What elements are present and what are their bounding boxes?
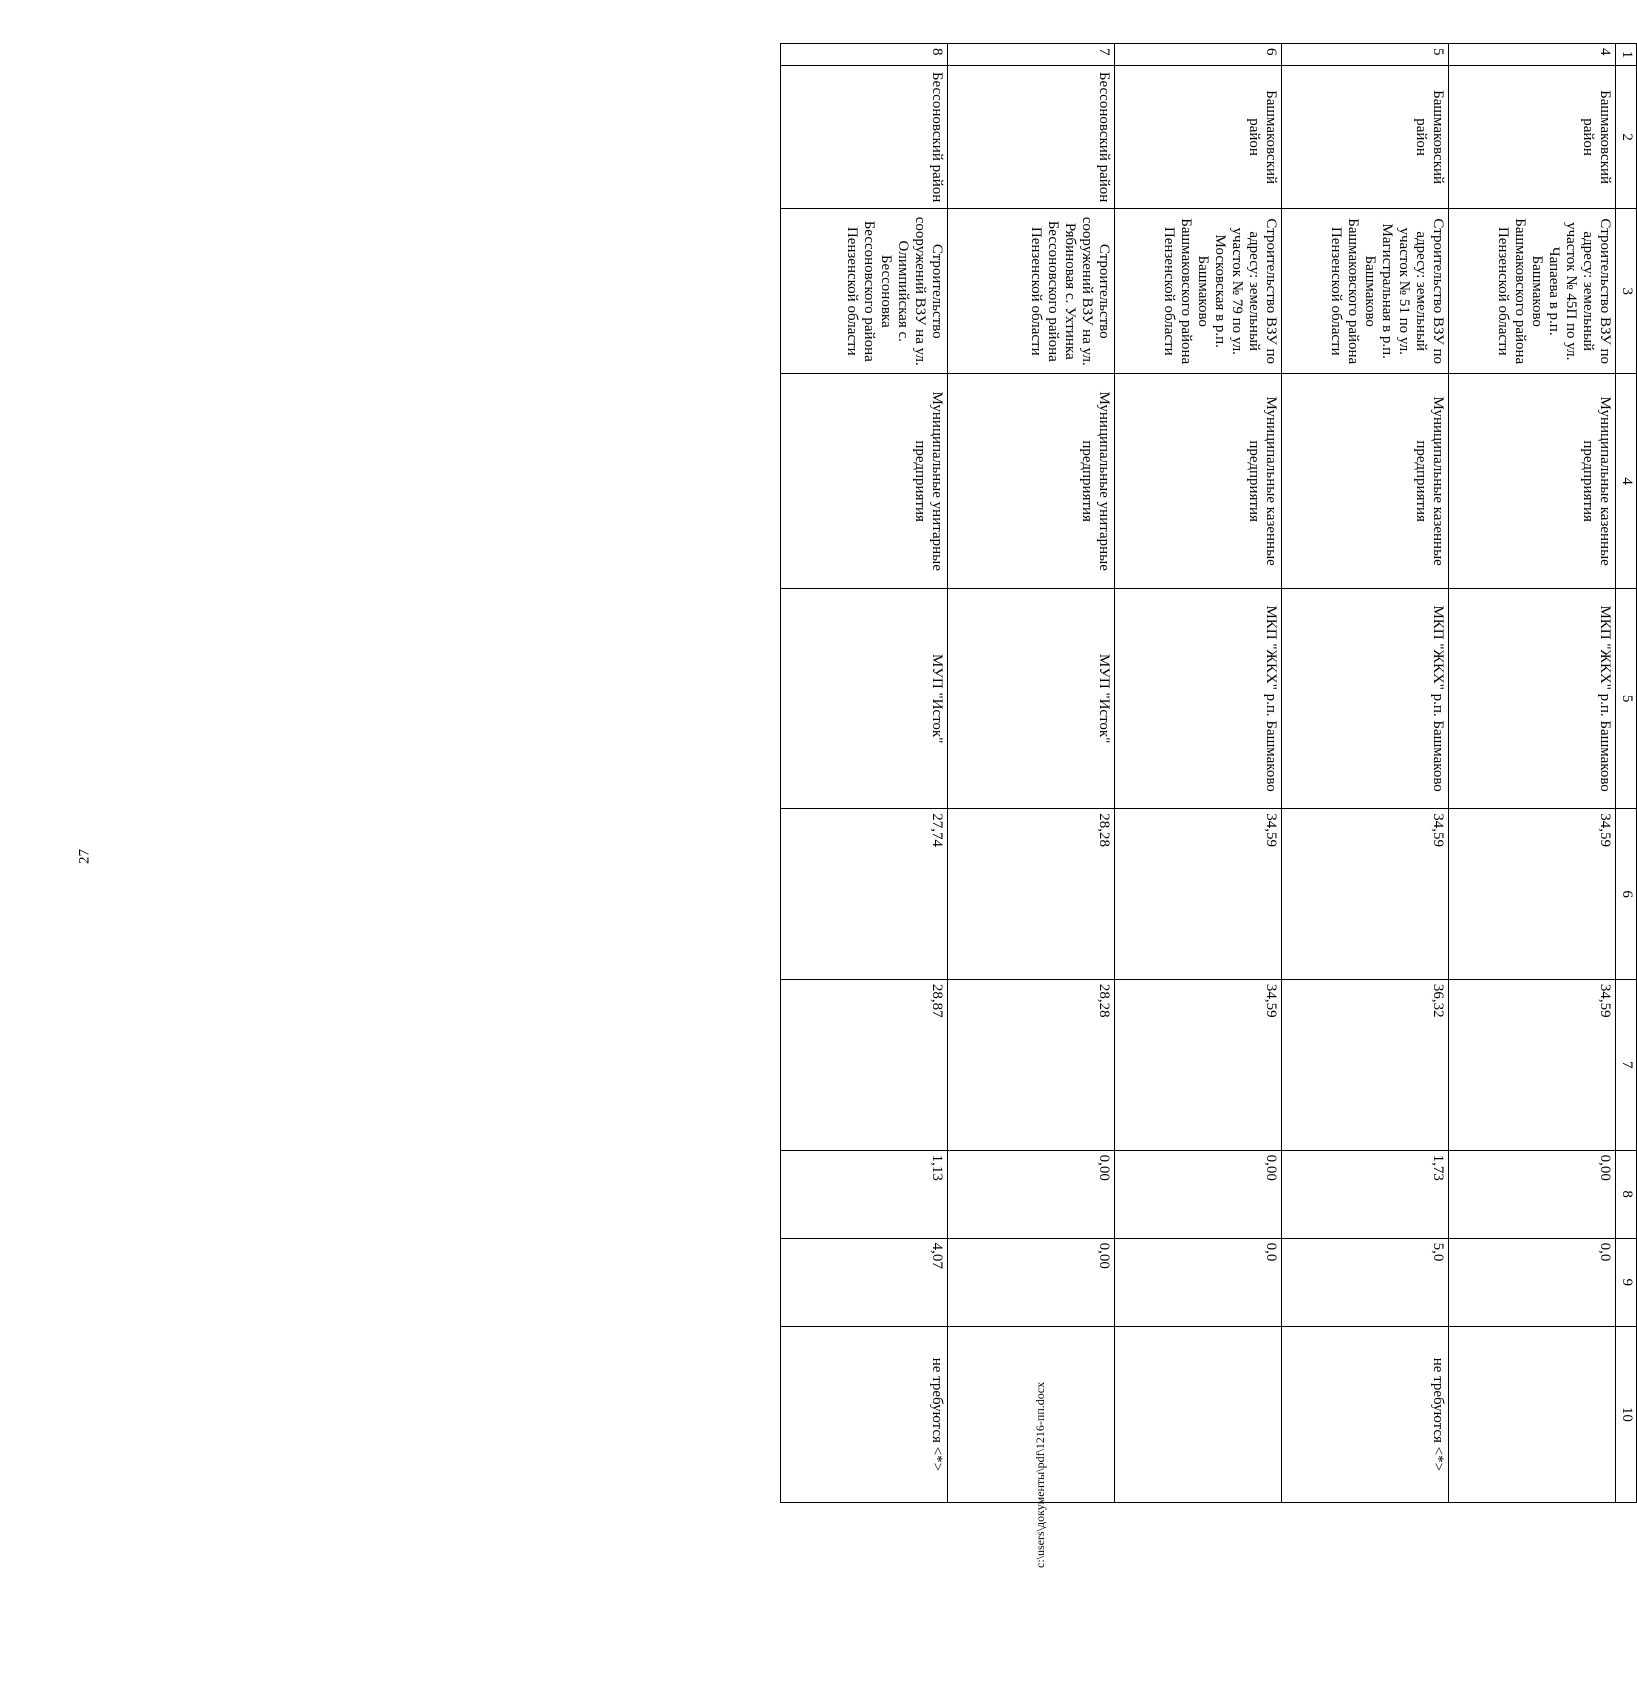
org-name-cell: МКП "ЖКХ" р.п. Башмаково (1449, 589, 1616, 809)
value-cell-6: 34,59 (1115, 809, 1282, 980)
value-cell-6: 34,59 (1449, 809, 1616, 980)
value-cell-7: 28,87 (781, 979, 948, 1150)
value-cell-6: 27,74 (781, 809, 948, 980)
org-type-cell: Муниципальные казенные предприятия (1115, 374, 1282, 589)
header-cell: 6 (1616, 809, 1637, 980)
table-row (948, 44, 1115, 1503)
project-cell: Строительство ВЗУ по адресу: земельный участок № 51 по ул. Магистральная в р.п. Башмаково Башмаковского района Пензенской области (1282, 209, 1449, 374)
value-cell-6: 34,59 (1282, 809, 1449, 980)
header-cell: 5 (1616, 589, 1637, 809)
header-row (1616, 44, 1637, 1503)
district-cell: Бессоновский район (948, 66, 1115, 209)
header-cell: 4 (1616, 374, 1637, 589)
row-number: 7 (948, 44, 1115, 66)
note-cell (948, 1326, 1115, 1502)
project-cell: Строительство сооружений ВЗУ на ул. Олимпийская с. Бессоновка Бессоновского района Пензенской области (781, 209, 948, 374)
district-cell: Башмаковский район (1282, 66, 1449, 209)
value-cell-8: 0,00 (1115, 1150, 1282, 1238)
value-cell-8: 0,00 (948, 1150, 1115, 1238)
value-cell-9: 4,07 (781, 1238, 948, 1326)
data-table (705, 43, 1637, 1503)
header-cell: 1 (1616, 44, 1637, 66)
header-cell: 8 (1616, 1150, 1637, 1238)
org-type-cell: Муниципальные унитарные предприятия (781, 374, 948, 589)
value-cell-9: 0,0 (1449, 1238, 1616, 1326)
value-cell-7: 28,28 (948, 979, 1115, 1150)
table-row (1282, 44, 1449, 1503)
project-cell: Строительство сооружений ВЗУ на ул. Рябиновая с. Ухтинка Бессоновского района Пензенской области (948, 209, 1115, 374)
row-number: 8 (781, 44, 948, 66)
note-cell (1449, 1326, 1616, 1502)
note-cell (1115, 1326, 1282, 1502)
note-cell: не требуются <*> (1282, 1326, 1449, 1502)
row-number: 4 (1449, 44, 1616, 66)
district-cell: Башмаковский район (1115, 66, 1282, 209)
table-row (1449, 44, 1616, 1503)
footer-file-path: c:\users\документы\pdf\1216-пп.docx (1033, 1381, 1047, 1568)
header-cell: 7 (1616, 979, 1637, 1150)
page-number: 27 (76, 849, 93, 864)
district-cell: Башмаковский район (1449, 66, 1616, 209)
value-cell-7: 34,59 (1449, 979, 1616, 1150)
org-name-cell: МУП "Исток" (781, 589, 948, 809)
org-name-cell: МКП "ЖКХ" р.п. Башмаково (1115, 589, 1282, 809)
value-cell-7: 36,32 (1282, 979, 1449, 1150)
header-cell: 9 (1616, 1238, 1637, 1326)
org-type-cell: Муниципальные унитарные предприятия (948, 374, 1115, 589)
header-cell: 10 (1616, 1326, 1637, 1502)
value-cell-9: 5,0 (1282, 1238, 1449, 1326)
table-row (781, 44, 948, 1503)
header-cell: 2 (1616, 66, 1637, 209)
org-type-cell: Муниципальные казенные предприятия (1449, 374, 1616, 589)
value-cell-7: 34,59 (1115, 979, 1282, 1150)
value-cell-9: 0,00 (948, 1238, 1115, 1326)
row-number: 5 (1282, 44, 1449, 66)
value-cell-8: 1,73 (1282, 1150, 1449, 1238)
value-cell-9: 0,0 (1115, 1238, 1282, 1326)
project-cell: Строительство ВЗУ по адресу: земельный участок № 45П по ул. Чапаева в р.п. Башмаково Башмаковского района Пензенской области (1449, 209, 1616, 374)
org-type-cell: Муниципальные казенные предприятия (1282, 374, 1449, 589)
note-cell: не требуются <*> (781, 1326, 948, 1502)
header-cell: 3 (1616, 209, 1637, 374)
row-number: 6 (1115, 44, 1282, 66)
org-name-cell: МУП "Исток" (948, 589, 1115, 809)
value-cell-6: 28,28 (948, 809, 1115, 980)
district-cell: Бессоновский район (781, 66, 948, 209)
project-cell: Строительство ВЗУ по адресу: земельный участок № 79 по ул. Московская в р.п. Башмаково Башмаковского района Пензенской области (1115, 209, 1282, 374)
value-cell-8: 1,13 (781, 1150, 948, 1238)
value-cell-8: 0,00 (1449, 1150, 1616, 1238)
table-row (1115, 44, 1282, 1503)
org-name-cell: МКП "ЖКХ" р.п. Башмаково (1282, 589, 1449, 809)
